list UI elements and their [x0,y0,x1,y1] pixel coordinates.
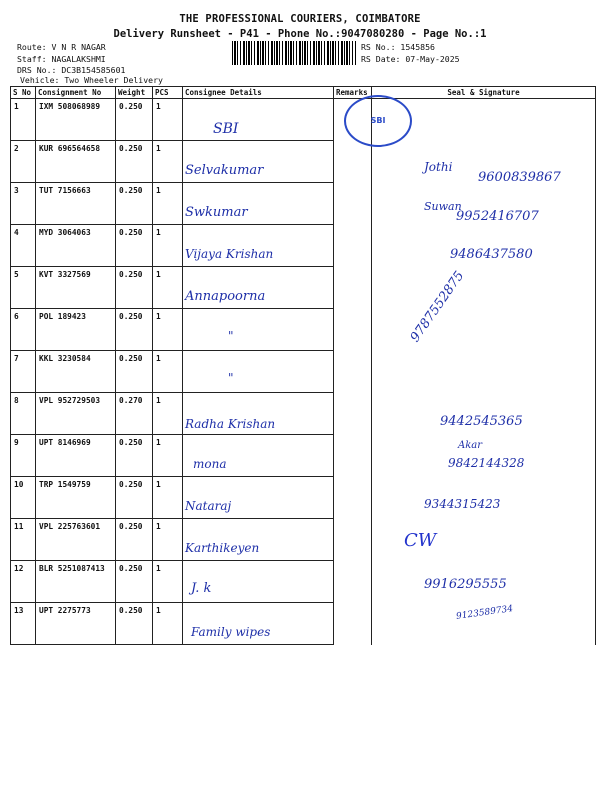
consignee-handwriting: Swkumar [185,205,248,220]
consignee-handwriting: " [228,329,234,343]
consignee-handwriting: mona [193,457,227,471]
sno-cell: 11 [11,519,36,561]
consignment-cell: MYD 3064063 [36,225,116,267]
consignment-cell: IXM 508068989 [36,99,116,141]
signature-mark-row11: CW [404,530,437,551]
signature-phone-row12: 9916295555 [424,577,507,592]
pcs-cell: 1 [153,225,183,267]
column-header-consignment: Consignment No [36,87,116,99]
consignment-cell: KUR 696564658 [36,141,116,183]
consignment-cell: KKL 3230584 [36,351,116,393]
signature-phone-row4: 9486437580 [450,247,533,262]
weight-cell: 0.250 [116,225,153,267]
signature-phone-row2: 9600839867 [478,170,561,185]
column-header-weight: Weight [116,87,153,99]
pcs-cell: 1 [153,351,183,393]
weight-cell: 0.250 [116,561,153,603]
sno-cell: 10 [11,477,36,519]
sno-cell: 6 [11,309,36,351]
runsheet-title: Delivery Runsheet - P41 - Phone No.:9047080280 - Page No.:1 [113,28,487,40]
remarks-cell [334,435,372,477]
pcs-cell: 1 [153,603,183,645]
consignee-cell [183,519,334,561]
signature-name-row9: Akar [458,440,483,451]
consignment-cell: KVT 3327569 [36,267,116,309]
consignee-cell [183,477,334,519]
consignee-handwriting: Radha Krishan [185,417,276,431]
remarks-cell [334,603,372,645]
pcs-cell: 1 [153,477,183,519]
consignee-handwriting: Karthikeyen [185,541,260,555]
consignee-cell [183,435,334,477]
consignee-cell [183,99,334,141]
column-header-remarks: Remarks [334,87,372,99]
table-row [11,99,596,141]
column-header-sno: S No [11,87,36,99]
consignment-cell: UPT 2275773 [36,603,116,645]
consignee-cell [183,603,334,645]
consignee-cell [183,141,334,183]
pcs-cell: 1 [153,99,183,141]
weight-cell: 0.250 [116,519,153,561]
pcs-cell: 1 [153,141,183,183]
consignment-cell: UPT 8146969 [36,435,116,477]
weight-cell: 0.250 [116,99,153,141]
table-header-row [11,87,596,99]
company-title: THE PROFESSIONAL COURIERS, COIMBATORE [179,13,421,25]
seal-cell [372,351,596,393]
consignee-handwriting: Selvakumar [185,163,264,178]
signature-phone-row10: 9344315423 [424,497,501,511]
rs-date: RS Date: 07-May-2025 [361,54,460,64]
weight-cell: 0.250 [116,183,153,225]
table-row [11,519,596,561]
table-row [11,561,596,603]
consignee-cell [183,309,334,351]
consignee-handwriting: Family wipes [191,625,271,639]
weight-cell: 0.250 [116,141,153,183]
table-row [11,267,596,309]
remarks-cell [334,561,372,603]
sno-cell: 12 [11,561,36,603]
pcs-cell: 1 [153,435,183,477]
consignee-cell [183,561,334,603]
consignee-cell [183,183,334,225]
consignee-handwriting: SBI [213,121,239,137]
signature-phone-row6: 9787552875 [407,268,468,345]
sno-cell: 9 [11,435,36,477]
consignee-cell [183,225,334,267]
table-row [11,477,596,519]
vehicle-text: Vehicle: Two Wheeler Delivery [20,75,163,85]
remarks-cell [334,225,372,267]
consignee-cell [183,351,334,393]
consignee-handwriting: Vijaya Krishan [185,247,274,261]
weight-cell: 0.250 [116,309,153,351]
remarks-cell [334,141,372,183]
remarks-cell [334,183,372,225]
consignment-cell: VPL 952729503 [36,393,116,435]
remarks-cell [334,393,372,435]
pcs-cell: 1 [153,393,183,435]
consignment-cell: VPL 225763601 [36,519,116,561]
column-header-consignee: Consignee Details [183,87,334,99]
sno-cell: 8 [11,393,36,435]
signature-phone-row13: 9123589734 [455,604,514,622]
seal-cell [372,309,596,351]
staff-text: Staff: NAGALAKSHMI [17,54,106,64]
signature-name-row3: Suwan [424,200,462,213]
remarks-cell [334,519,372,561]
consignee-cell [183,393,334,435]
table-row [11,351,596,393]
drs-text: DRS No.: DC3B154585601 [17,65,126,75]
consignee-handwriting: Nataraj [185,499,232,513]
seal-cell [372,267,596,309]
signature-phone-row8: 9442545365 [440,414,523,429]
column-header-pcs: PCS [153,87,183,99]
signature-phone-row9: 9842144328 [448,456,525,470]
consignment-cell: TRP 1549759 [36,477,116,519]
weight-cell: 0.250 [116,435,153,477]
sno-cell: 2 [11,141,36,183]
consignee-cell [183,267,334,309]
weight-cell: 0.250 [116,267,153,309]
remarks-cell [334,351,372,393]
weight-cell: 0.250 [116,351,153,393]
pcs-cell: 1 [153,561,183,603]
consignment-cell: BLR 5251087413 [36,561,116,603]
pcs-cell: 1 [153,519,183,561]
sno-cell: 7 [11,351,36,393]
sno-cell: 3 [11,183,36,225]
remarks-cell [334,309,372,351]
pcs-cell: 1 [153,309,183,351]
sno-cell: 4 [11,225,36,267]
sno-cell: 5 [11,267,36,309]
pcs-cell: 1 [153,267,183,309]
sno-cell: 13 [11,603,36,645]
weight-cell: 0.270 [116,393,153,435]
consignment-cell: POL 189423 [36,309,116,351]
consignee-handwriting: " [228,371,234,385]
sno-cell: 1 [11,99,36,141]
weight-cell: 0.250 [116,477,153,519]
sbi-seal-stamp: SBI [344,95,412,147]
weight-cell: 0.250 [116,603,153,645]
remarks-cell [334,267,372,309]
table-row [11,309,596,351]
consignee-handwriting: J. k [191,581,212,596]
signature-phone-row3: 9952416707 [456,209,539,224]
route-text: Route: V N R NAGAR [17,42,106,52]
column-header-seal-signature: Seal & Signature [372,87,596,99]
consignment-cell: TUT 7156663 [36,183,116,225]
signature-name-row2: Jothi [424,160,453,174]
consignee-handwriting: Annapoorna [185,289,266,304]
pcs-cell: 1 [153,183,183,225]
remarks-cell [334,477,372,519]
barcode-image [232,41,356,65]
rs-number: RS No.: 1545856 [361,42,435,52]
